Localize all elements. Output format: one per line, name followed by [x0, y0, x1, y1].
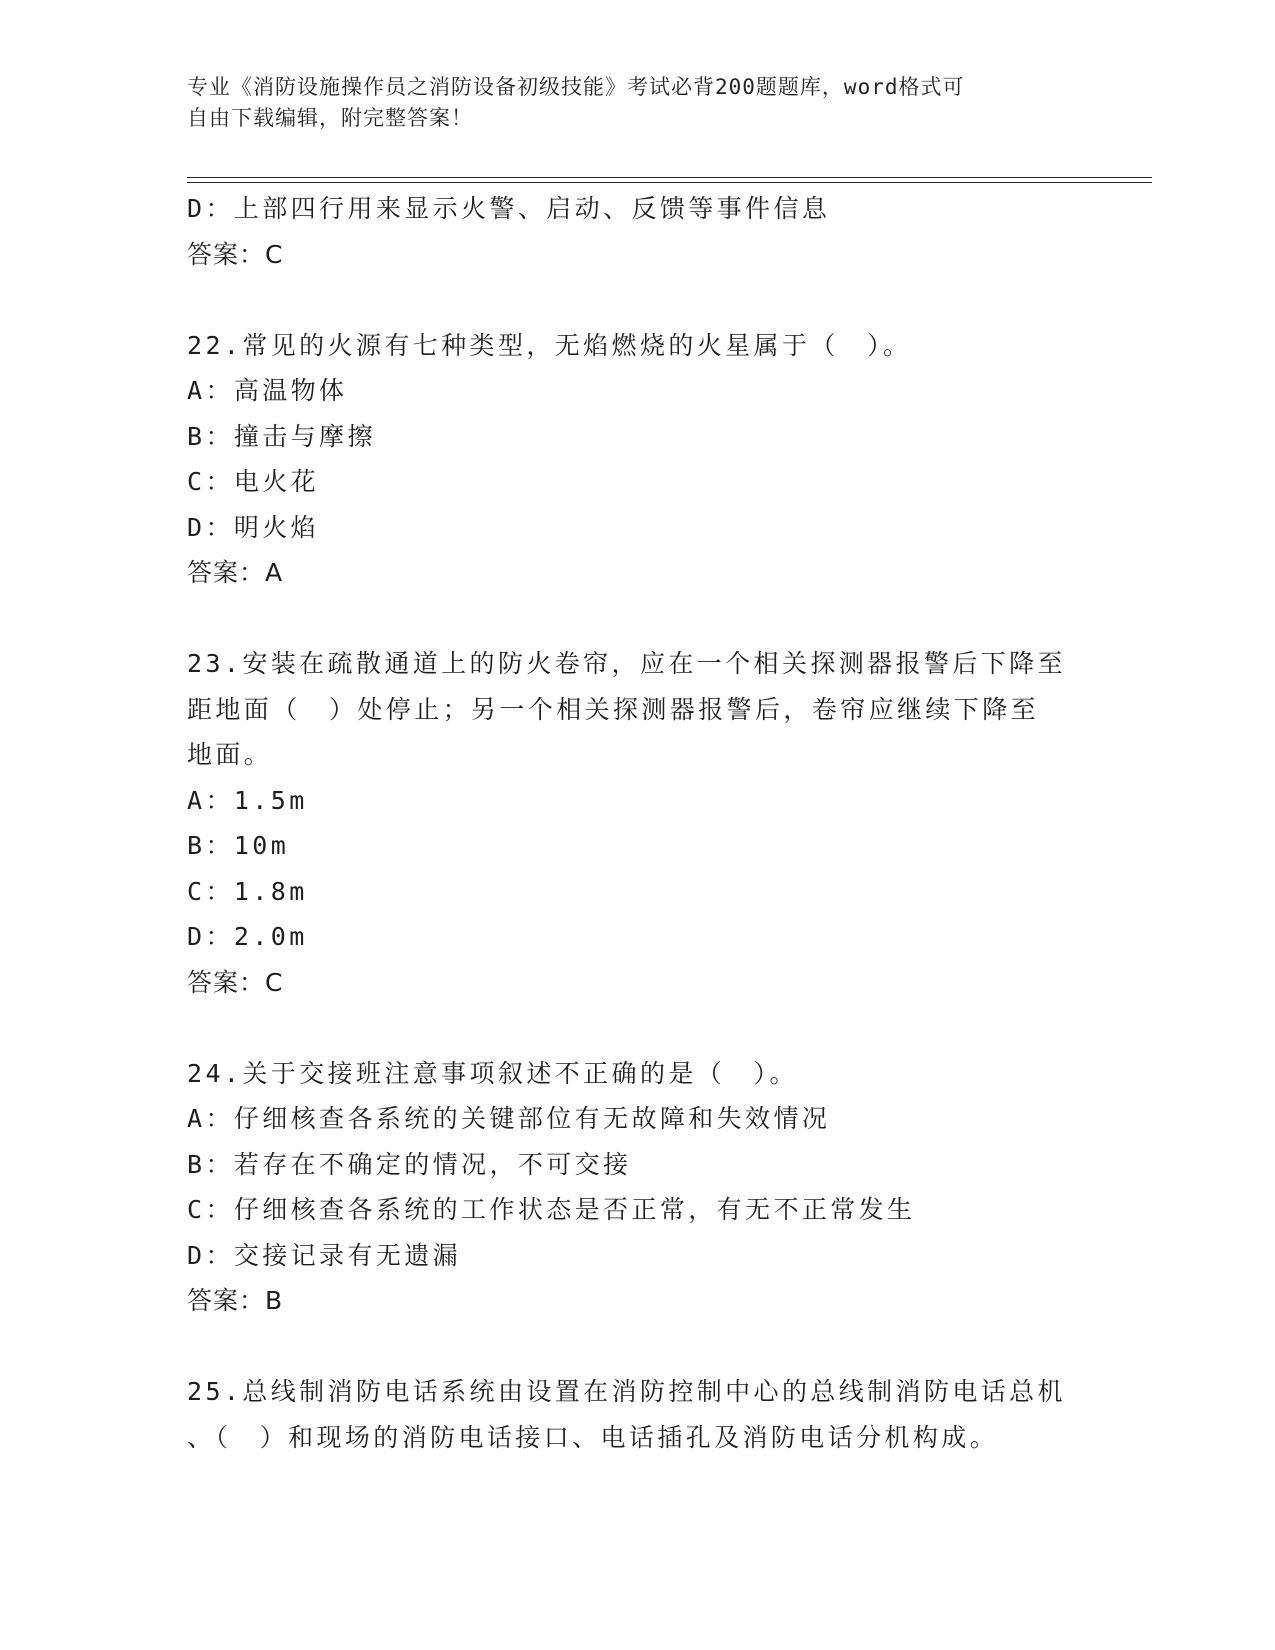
- header-divider-bottom: [187, 182, 1152, 183]
- question-text: 22.常见的火源有七种类型，无焰燃烧的火星属于（ ）。: [187, 330, 912, 360]
- question-text-line-1: 25.总线制消防电话系统由设置在消防控制中心的总线制消防电话总机: [187, 1377, 1066, 1406]
- option-c: C：电火花: [187, 467, 320, 496]
- option-d: D：明火焰: [187, 512, 320, 542]
- question-text-line-3: 地面。: [187, 740, 273, 769]
- answer-label: 答案：C: [187, 239, 284, 269]
- question-block-23: [187, 641, 1087, 1005]
- option-b: B：撞击与摩擦: [187, 421, 376, 451]
- spacer: [187, 1324, 1087, 1370]
- option-b: B：10m: [187, 831, 290, 860]
- page-header: [187, 72, 1087, 134]
- option-d: D：交接记录有无遗漏: [187, 1240, 462, 1270]
- option-a: A：1.5m: [187, 785, 308, 815]
- option-d: D：2.0m: [187, 922, 308, 951]
- header-line-2: 自由下载编辑，附完整答案！: [187, 106, 473, 130]
- spacer: [187, 596, 1087, 642]
- question-block-22: [187, 323, 1087, 596]
- question-text-line-2: 距地面（ ）处停止；另一个相关探测器报警后，卷帘应继续下降至: [187, 694, 1040, 724]
- option-d: D：上部四行用来显示火警、启动、反馈等事件信息: [187, 194, 831, 223]
- option-a: A：高温物体: [187, 376, 348, 405]
- answer-label: 答案：B: [187, 1286, 284, 1315]
- question-list: [187, 186, 1087, 1460]
- header-divider-top: [187, 177, 1152, 178]
- option-a: A：仔细核查各系统的关键部位有无故障和失效情况: [187, 1104, 831, 1133]
- question-block-24: [187, 1051, 1087, 1324]
- header-line-1: 专业《消防设施操作员之消防设备初级技能》考试必背200题题库，word格式可: [187, 75, 965, 99]
- question-text-line-1: 23.安装在疏散通道上的防火卷帘，应在一个相关探测器报警后下降至: [187, 649, 1066, 678]
- answer-label: 答案：C: [187, 967, 284, 997]
- question-text-line-2: 、（ ）和现场的消防电话接口、电话插孔及消防电话分机构成。: [187, 1422, 999, 1452]
- option-c: C：1.8m: [187, 876, 308, 906]
- option-b: B：若存在不确定的情况，不可交接: [187, 1149, 632, 1179]
- spacer: [187, 277, 1087, 323]
- question-block-prev: [187, 186, 1087, 277]
- question-block-25: [187, 1369, 1087, 1460]
- question-text: 24.关于交接班注意事项叙述不正确的是（ ）。: [187, 1058, 798, 1088]
- spacer: [187, 1005, 1087, 1051]
- option-c: C：仔细核查各系统的工作状态是否正常，有无不正常发生: [187, 1195, 916, 1224]
- answer-label: 答案：A: [187, 558, 284, 587]
